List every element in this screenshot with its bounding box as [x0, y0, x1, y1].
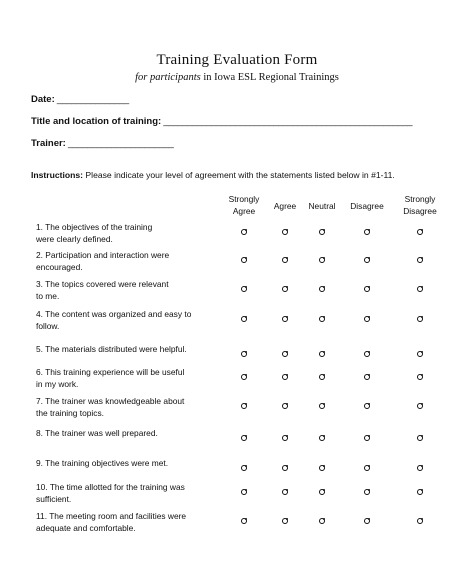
radio-q6-strongly-agree[interactable]: [241, 374, 247, 380]
radio-q1-disagree[interactable]: [364, 229, 370, 235]
radio-q6-neutral[interactable]: [319, 374, 325, 380]
training-title-label: Title and location of training:: [31, 116, 162, 127]
question-text-line: 10. The time allotted for the training was: [36, 482, 185, 492]
question-text-line: 5. The materials distributed were helpful.: [36, 344, 187, 354]
radio-q1-strongly-agree[interactable]: [241, 229, 247, 235]
date-field[interactable]: [31, 94, 129, 105]
radio-q7-strongly-agree[interactable]: [241, 403, 247, 409]
radio-q5-neutral[interactable]: [319, 351, 325, 357]
radio-q2-agree[interactable]: [282, 257, 288, 263]
radio-q2-strongly-agree[interactable]: [241, 257, 247, 263]
radio-q3-strongly-agree[interactable]: [241, 286, 247, 292]
radio-q8-agree[interactable]: [282, 435, 288, 441]
radio-q9-strongly-disagree[interactable]: [417, 465, 423, 471]
question-text-line: 7. The trainer was knowledgeable about: [36, 396, 185, 406]
radio-q4-agree[interactable]: [282, 316, 288, 322]
question-text-line: 2. Participation and interaction were: [36, 250, 170, 260]
question-text-line: 11. The meeting room and facilities were: [36, 511, 187, 521]
radio-q11-strongly-agree[interactable]: [241, 518, 247, 524]
radio-q7-agree[interactable]: [282, 403, 288, 409]
question-9: [36, 458, 226, 470]
question-5: [36, 344, 226, 356]
column-header-disagree: [350, 200, 384, 212]
subtitle-emphasis: for participants: [135, 72, 201, 83]
radio-q11-neutral[interactable]: [319, 518, 325, 524]
radio-q9-disagree[interactable]: [364, 465, 370, 471]
radio-q11-strongly-disagree[interactable]: [417, 518, 423, 524]
question-text-line: 3. The topics covered were relevant: [36, 279, 169, 289]
question-4: [36, 309, 226, 332]
column-header-line: Strongly: [404, 194, 436, 204]
radio-q6-agree[interactable]: [282, 374, 288, 380]
radio-q7-disagree[interactable]: [364, 403, 370, 409]
radio-q7-neutral[interactable]: [319, 403, 325, 409]
column-header-neutral: [309, 200, 336, 212]
radio-q8-strongly-disagree[interactable]: [417, 435, 423, 441]
question-text-line: 1. The objectives of the training: [36, 222, 153, 232]
radio-q5-strongly-disagree[interactable]: [417, 351, 423, 357]
form-title: Training Evaluation Form: [156, 52, 318, 68]
trainer-field[interactable]: [31, 138, 173, 149]
radio-q4-strongly-disagree[interactable]: [417, 316, 423, 322]
column-header-strongly-agree: [229, 193, 260, 217]
radio-q10-disagree[interactable]: [364, 489, 370, 495]
column-header-line: Disagree: [350, 201, 384, 211]
radio-q8-disagree[interactable]: [364, 435, 370, 441]
radio-q4-strongly-agree[interactable]: [241, 316, 247, 322]
radio-q10-neutral[interactable]: [319, 489, 325, 495]
radio-q9-strongly-agree[interactable]: [241, 465, 247, 471]
question-text-line: follow.: [36, 320, 60, 331]
radio-q3-agree[interactable]: [282, 286, 288, 292]
radio-q3-disagree[interactable]: [364, 286, 370, 292]
trainer-label: Trainer:: [31, 138, 66, 149]
training-title-field[interactable]: [31, 116, 412, 127]
column-header-agree: [274, 200, 296, 212]
question-text-line: adequate and comfortable.: [36, 522, 136, 533]
radio-q10-strongly-agree[interactable]: [241, 489, 247, 495]
instructions-label: Instructions:: [31, 170, 84, 180]
radio-q5-disagree[interactable]: [364, 351, 370, 357]
column-header-line: Disagree: [403, 206, 437, 216]
column-header-line: Agree: [273, 201, 297, 211]
radio-q4-disagree[interactable]: [364, 316, 370, 322]
question-6: [36, 367, 226, 390]
radio-q3-strongly-disagree[interactable]: [417, 286, 423, 292]
question-text-line: were clearly defined.: [36, 233, 113, 244]
question-text-line: 4. The content was organized and easy to: [36, 309, 192, 319]
radio-q2-strongly-disagree[interactable]: [417, 257, 423, 263]
date-label: Date:: [31, 94, 55, 105]
question-text-line: encouraged.: [36, 261, 83, 272]
radio-q5-agree[interactable]: [282, 351, 288, 357]
question-11: [36, 511, 226, 534]
radio-q7-strongly-disagree[interactable]: [417, 403, 423, 409]
radio-q8-neutral[interactable]: [319, 435, 325, 441]
radio-q1-strongly-disagree[interactable]: [417, 229, 423, 235]
question-text-line: 8. The trainer was well prepared.: [36, 428, 158, 438]
form-subtitle: [0, 72, 474, 83]
column-header-line: Neutral: [308, 201, 336, 211]
question-8: [36, 428, 226, 440]
radio-q1-agree[interactable]: [282, 229, 288, 235]
question-2: [36, 250, 226, 273]
radio-q9-neutral[interactable]: [319, 465, 325, 471]
radio-q10-agree[interactable]: [282, 489, 288, 495]
column-header-line: Strongly: [228, 194, 260, 204]
training-title-line[interactable]: ____________________________________________________: [161, 116, 413, 127]
radio-q2-neutral[interactable]: [319, 257, 325, 263]
question-text-line: the training topics.: [36, 407, 104, 418]
question-10: [36, 482, 226, 505]
question-text-line: 6. This training experience will be useful: [36, 367, 185, 377]
radio-q11-agree[interactable]: [282, 518, 288, 524]
radio-q1-neutral[interactable]: [319, 229, 325, 235]
column-header-line: Agree: [232, 206, 256, 216]
question-text-line: in my work.: [36, 378, 79, 389]
radio-q9-agree[interactable]: [282, 465, 288, 471]
date-line[interactable]: _______________: [54, 94, 129, 105]
radio-q6-strongly-disagree[interactable]: [417, 374, 423, 380]
radio-q4-neutral[interactable]: [319, 316, 325, 322]
question-text-line: to me.: [36, 290, 60, 301]
question-text-line: sufficient.: [36, 493, 72, 504]
radio-q10-strongly-disagree[interactable]: [417, 489, 423, 495]
radio-q6-disagree[interactable]: [364, 374, 370, 380]
column-header-strongly-disagree: [403, 193, 437, 217]
radio-q8-strongly-agree[interactable]: [241, 435, 247, 441]
instructions-text: Please indicate your level of agreement with the statements listed below in #1-11.: [83, 170, 395, 180]
question-3: [36, 279, 226, 302]
question-text-line: 9. The training objectives were met.: [36, 458, 169, 468]
radio-q5-strongly-agree[interactable]: [241, 351, 247, 357]
question-7: [36, 396, 226, 419]
trainer-line[interactable]: ______________________: [65, 138, 174, 149]
radio-q3-neutral[interactable]: [319, 286, 325, 292]
radio-q11-disagree[interactable]: [364, 518, 370, 524]
radio-q2-disagree[interactable]: [364, 257, 370, 263]
subtitle-rest: in Iowa ESL Regional Trainings: [200, 72, 339, 83]
instructions: [31, 170, 395, 180]
question-1: [36, 222, 226, 245]
